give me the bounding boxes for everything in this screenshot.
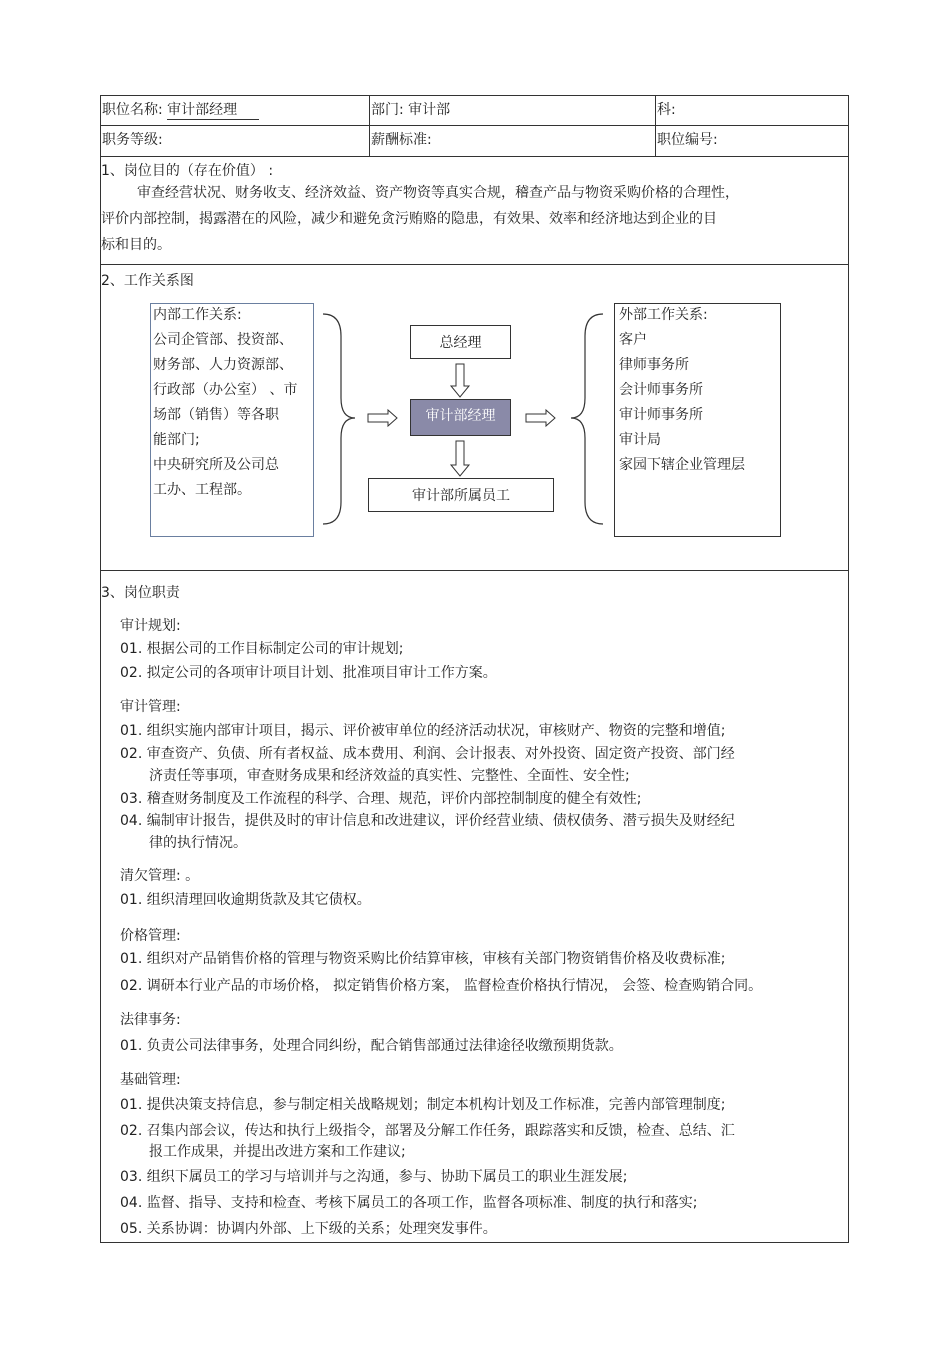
internal-line: 行政部（办公室） 、市 xyxy=(153,382,298,398)
duty-item: 01. 组织对产品销售价格的管理与物资采购比价结算审核，审核有关部门物资销售价格及收费标准; xyxy=(120,951,726,967)
basic-title: 基础管理: xyxy=(120,1072,181,1088)
job-title-label: 职位名称: xyxy=(102,102,163,118)
position-code-label: 职位编号: xyxy=(657,132,718,148)
debt-title: 清欠管理: 。 xyxy=(120,868,200,884)
department-label: 部门: xyxy=(371,102,404,118)
salary-label: 薪酬标准: xyxy=(371,132,432,148)
external-line: 律师事务所 xyxy=(619,357,689,373)
internal-line: 中央研究所及公司总 xyxy=(153,457,279,473)
internal-line: 公司企管部、投资部、 xyxy=(153,332,293,348)
duty-item: 01. 组织实施内部审计项目，揭示、评价被审单位的经济活动状况，审核财产、物资的完整和增值; xyxy=(120,723,726,739)
duty-item: 03. 稽查财务制度及工作流程的科学、合理、规范，评价内部控制制度的健全有效性; xyxy=(120,791,642,807)
relations-title: 2、工作关系图 xyxy=(101,273,194,289)
duty-item-cont: 济责任等事项，审查财务成果和经济效益的真实性、完整性、全面性、安全性; xyxy=(149,768,630,784)
internal-line: 内部工作关系: xyxy=(153,307,242,323)
external-line: 客户 xyxy=(619,332,647,348)
duty-item: 01. 负责公司法律事务，处理合同纠纷，配合销售部通过法律途径收缴预期货款。 xyxy=(120,1038,623,1054)
duty-item-cont: 报工作成果，并提出改进方案和工作建议; xyxy=(149,1144,406,1160)
right-arrow-icon xyxy=(368,410,397,426)
duty-item: 04. 监督、指导、支持和检查、考核下属员工的各项工作，监督各项标准、制度的执行和落实; xyxy=(120,1195,698,1211)
internal-line: 财务部、人力资源部、 xyxy=(153,357,293,373)
audit-manager-label: 审计部经理 xyxy=(425,408,496,424)
internal-line: 工办、工程部。 xyxy=(153,482,251,498)
section-label: 科: xyxy=(657,102,676,118)
purpose-line: 审查经营状况、财务收支、经济效益、资产物资等真实合规，稽查产品与物资采购价格的合理性， xyxy=(137,185,739,201)
legal-title: 法律事务: xyxy=(120,1012,181,1028)
duty-item: 02. 调研本行业产品的市场价格， 拟定销售价格方案， 监督检查价格执行情况， 会签、检查购销合同。 xyxy=(120,978,763,994)
job-title-value: 审计部经理 xyxy=(167,101,259,120)
external-line: 审计局 xyxy=(619,432,661,448)
internal-line: 场部（销售）等各职 xyxy=(153,407,279,423)
row-divider xyxy=(101,570,848,571)
internal-line: 能部门; xyxy=(153,432,200,448)
audit-staff-label: 审计部所属员工 xyxy=(412,488,510,504)
right-brace xyxy=(571,314,603,524)
left-brace xyxy=(323,314,355,524)
duty-item: 02. 召集内部会议，传达和执行上级指令，部署及分解工作任务，跟踪落实和反馈，检查、总结、汇 xyxy=(120,1123,735,1139)
department-value: 审计部 xyxy=(408,102,451,118)
duty-item-cont: 律的执行情况。 xyxy=(149,835,247,851)
external-line: 会计师事务所 xyxy=(619,382,703,398)
duty-item: 02. 审查资产、负债、所有者权益、成本费用、利润、会计报表、对外投资、固定资产投资、部门经 xyxy=(120,746,735,762)
purpose-title: 1、岗位目的（存在价值） : xyxy=(101,163,274,179)
relations-diagram-lines xyxy=(101,96,850,570)
duty-item: 01. 根据公司的工作目标制定公司的审计规划; xyxy=(120,641,404,657)
external-line: 审计师事务所 xyxy=(619,407,703,423)
price-title: 价格管理: xyxy=(120,928,181,944)
management-title: 审计管理: xyxy=(120,699,181,715)
down-arrow-icon xyxy=(451,441,469,476)
duties-title: 3、岗位职责 xyxy=(101,585,180,601)
duty-item: 05. 关系协调：协调内外部、上下级的关系；处理突发事件。 xyxy=(120,1221,497,1237)
duty-item: 03. 组织下属员工的学习与培训并与之沟通，参与、协助下属员工的职业生涯发展; xyxy=(120,1169,628,1185)
duty-item: 04. 编制审计报告，提供及时的审计信息和改进建议，评价经营业绩、债权债务、潜亏损失及财经纪 xyxy=(120,813,735,829)
grade-label: 职务等级: xyxy=(102,132,163,148)
job-description-table xyxy=(100,95,849,1243)
planning-title: 审计规划: xyxy=(120,618,181,634)
down-arrow-icon xyxy=(451,364,469,397)
external-line: 外部工作关系: xyxy=(619,307,708,323)
duty-item: 01. 提供决策支持信息，参与制定相关战略规划；制定本机构计划及工作标准，完善内部管理制度; xyxy=(120,1097,726,1113)
duty-item: 01. 组织清理回收逾期货款及其它债权。 xyxy=(120,892,371,908)
duty-item: 02. 拟定公司的各项审计项目计划、批准项目审计工作方案。 xyxy=(120,665,497,681)
purpose-line: 评价内部控制，揭露潜在的风险，减少和避免贪污贿赂的隐患，有效果、效率和经济地达到企业的目 xyxy=(101,211,717,227)
purpose-line: 标和目的。 xyxy=(101,237,171,253)
right-arrow-icon xyxy=(526,410,555,426)
external-line: 家园下辖企业管理层 xyxy=(619,457,745,473)
general-manager-label: 总经理 xyxy=(439,335,482,351)
